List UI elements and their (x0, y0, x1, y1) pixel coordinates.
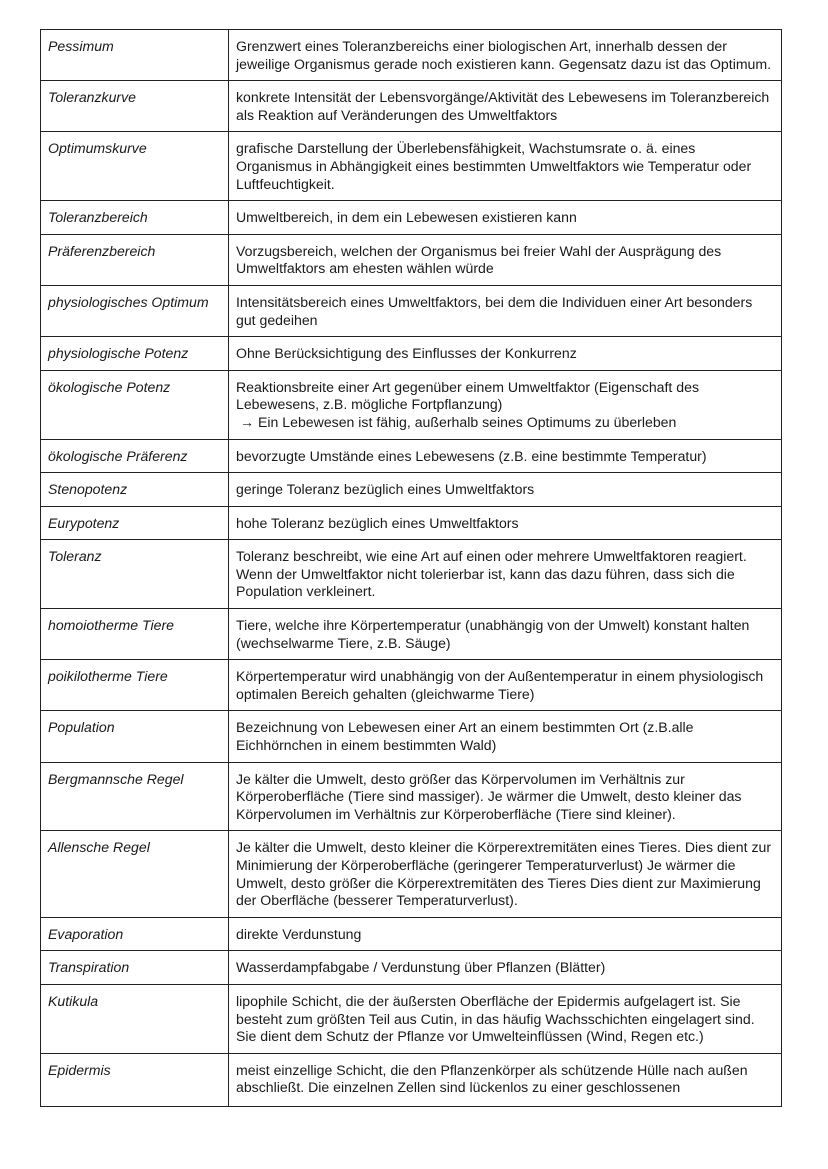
definition-cell: Wasserdampfabgabe / Verdunstung über Pflanzen (Blätter) (229, 951, 782, 985)
definition-cell: konkrete Intensität der Lebensvorgänge/Aktivität des Lebewesens im Toleranzbereich als Reaktion auf Veränderungen des Umweltfaktors (229, 81, 782, 132)
definition-cell: Je kälter die Umwelt, desto größer das Körpervolumen im Verhältnis zur Körperoberfläche (Tiere sind massiger). Je wärmer die Umwelt, desto kleiner das Körpervolumen im Verhältnis zur Körperoberfläche (Tiere sind kleiner). (229, 762, 782, 831)
table-row (41, 370, 782, 439)
definition-text: Reaktionsbreite einer Art gegenüber einem Umweltfaktor (Eigenschaft des Lebewesens, z.B. mögliche Fortpflanzung) (236, 378, 699, 413)
definition-cell: hohe Toleranz bezüglich eines Umweltfaktors (229, 506, 782, 540)
table-row (41, 831, 782, 917)
table-row (41, 609, 782, 660)
definition-cell: lipophile Schicht, die der äußersten Oberfläche der Epidermis aufgelagert ist. Sie besteht zum größten Teil aus Cutin, in das häufig Wachsschichten eingelagert sind. Sie dient dem Schutz der Pflanze vor Umwelteinflüssen (Wind, Regen etc.) (229, 984, 782, 1053)
term-cell: Stenopotenz (41, 473, 229, 507)
table-row (41, 81, 782, 132)
definition-cell (229, 370, 782, 439)
term-cell: Optimumskurve (41, 132, 229, 201)
term-cell: physiologisches Optimum (41, 285, 229, 336)
term-cell: physiologische Potenz (41, 337, 229, 371)
term-cell: Allensche Regel (41, 831, 229, 917)
definition-cell: Intensitätsbereich eines Umweltfaktors, bei dem die Individuen einer Art besonders gut gedeihen (229, 285, 782, 336)
term-cell: ökologische Potenz (41, 370, 229, 439)
definition-cell: geringe Toleranz bezüglich eines Umweltfaktors (229, 473, 782, 507)
term-cell: Transpiration (41, 951, 229, 985)
definition-cell: Toleranz beschreibt, wie eine Art auf einen oder mehrere Umweltfaktoren reagiert. Wenn der Umweltfaktor nicht tolerierbar ist, kann das dazu führen, dass sich die Population verkleinert. (229, 540, 782, 609)
table-row (41, 473, 782, 507)
definition-cell: bevorzugte Umstände eines Lebewesens (z.B. eine bestimmte Temperatur) (229, 439, 782, 473)
table-row (41, 30, 782, 81)
table-row (41, 337, 782, 371)
term-cell: Kutikula (41, 984, 229, 1053)
table-row (41, 951, 782, 985)
definition-cell: Bezeichnung von Lebewesen einer Art an einem bestimmten Ort (z.B.alle Eichhörnchen in einem bestimmten Wald) (229, 711, 782, 762)
definition-cell: Ohne Berücksichtigung des Einflusses der Konkurrenz (229, 337, 782, 371)
definition-text: meist einzellige Schicht, die den Pflanzenkörper als schützende Hülle nach außen abschließt. Die einzelnen Zellen sind lückenlos zu einer geschlossenen (236, 1061, 748, 1096)
term-cell: Bergmannsche Regel (41, 762, 229, 831)
definition-cell: Körpertemperatur wird unabhängig von der Außentemperatur in einem physiologisch optimalen Bereich gehalten (gleichwarme Tiere) (229, 660, 782, 711)
term-cell: Eurypotenz (41, 506, 229, 540)
term-cell: Epidermis (41, 1053, 229, 1106)
term-cell: homoiotherme Tiere (41, 609, 229, 660)
table-row (41, 711, 782, 762)
term-cell: Toleranzkurve (41, 81, 229, 132)
table-row (41, 660, 782, 711)
definition-cell: Grenzwert eines Toleranzbereichs einer biologischen Art, innerhalb dessen der jeweilige Organismus gerade noch existieren kann. Gegensatz dazu ist das Optimum. (229, 30, 782, 81)
table-row (41, 132, 782, 201)
term-cell: Population (41, 711, 229, 762)
table-row (41, 984, 782, 1053)
term-cell: Toleranz (41, 540, 229, 609)
table-row (41, 917, 782, 951)
term-cell: Evaporation (41, 917, 229, 951)
arrow-note: → Ein Lebewesen ist fähig, außerhalb seines Optimums zu überleben (240, 413, 677, 430)
table-row (41, 506, 782, 540)
definition-cell: Je kälter die Umwelt, desto kleiner die Körperextremitäten eines Tieres. Dies dient zur Minimierung der Körperoberfläche (geringerer Temperaturverlust) Je wärmer die Umwelt, desto größer die Körperextremitäten des Tieres Dies dient zur Maximierung der Oberfläche (besserer Temperaturverlust). (229, 831, 782, 917)
definition-cell: direkte Verdunstung (229, 917, 782, 951)
table-row (41, 439, 782, 473)
table-row (41, 285, 782, 336)
document-page (40, 29, 781, 1107)
glossary-table (40, 29, 782, 1107)
definition-cell: Tiere, welche ihre Körpertemperatur (unabhängig von der Umwelt) konstant halten (wechselwarme Tiere, z.B. Säuge) (229, 609, 782, 660)
term-cell: Toleranzbereich (41, 201, 229, 235)
table-row (41, 1053, 782, 1106)
term-cell: Pessimum (41, 30, 229, 81)
definition-cell: Vorzugsbereich, welchen der Organismus bei freier Wahl der Ausprägung des Umweltfaktors am ehesten wählen würde (229, 234, 782, 285)
term-cell: ökologische Präferenz (41, 439, 229, 473)
definition-cell: grafische Darstellung der Überlebensfähigkeit, Wachstumsrate o. ä. eines Organismus in Abhängigkeit eines bestimmten Umweltfaktors wie Temperatur oder Luftfeuchtigkeit. (229, 132, 782, 201)
table-row (41, 201, 782, 235)
table-row (41, 234, 782, 285)
definition-cell (229, 1053, 782, 1106)
term-cell: poikilotherme Tiere (41, 660, 229, 711)
definition-cell: Umweltbereich, in dem ein Lebewesen existieren kann (229, 201, 782, 235)
table-row (41, 540, 782, 609)
table-row (41, 762, 782, 831)
term-cell: Präferenzbereich (41, 234, 229, 285)
